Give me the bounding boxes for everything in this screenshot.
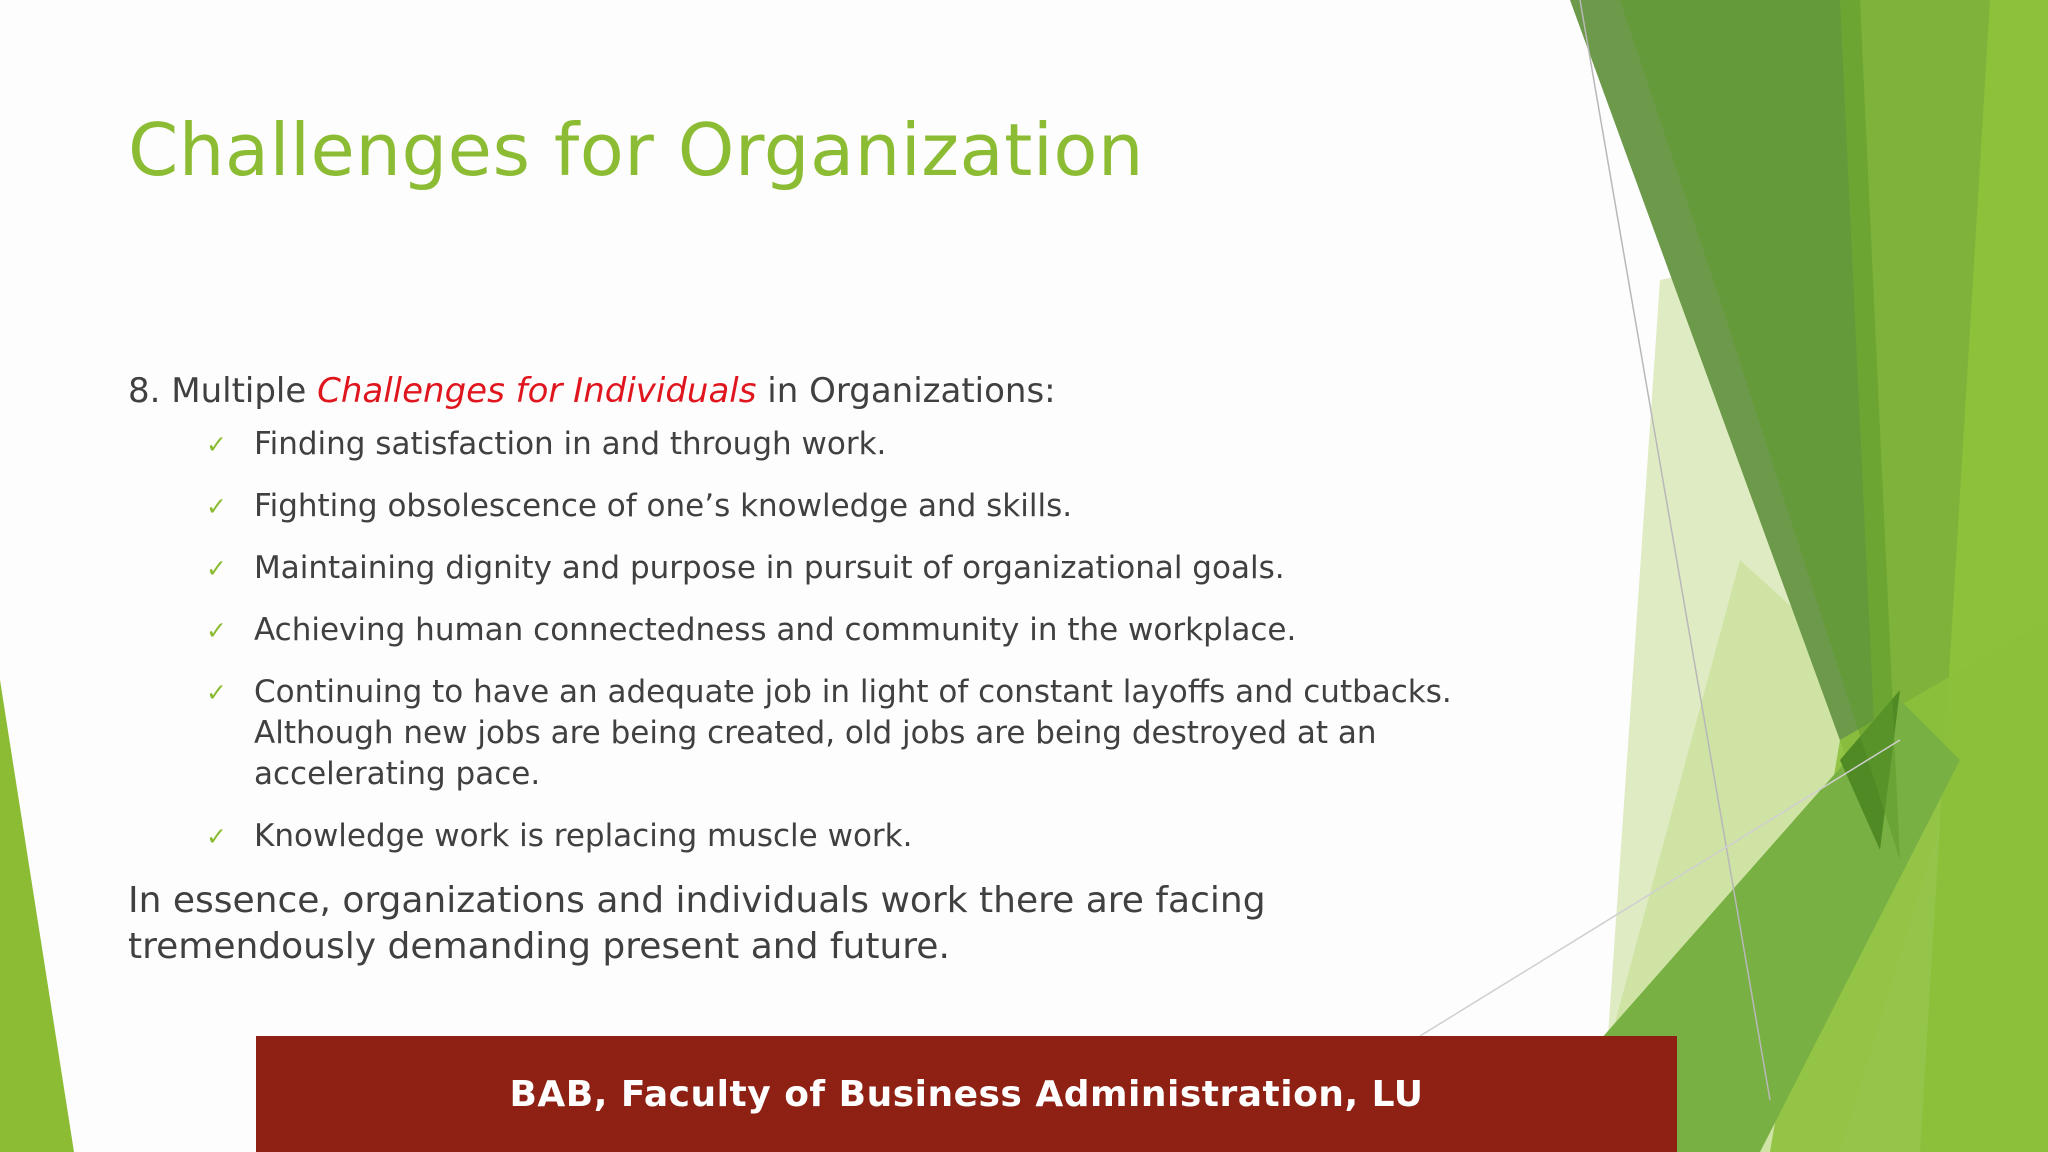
list-item: [206, 610, 1488, 651]
list-item: [206, 816, 1488, 857]
list-item-text: Achieving human connectedness and community in the workplace.: [254, 612, 1297, 648]
list-item: [206, 548, 1488, 589]
list-item-text: Continuing to have an adequate job in light of constant layoffs and cutbacks. Although new jobs are being created, old jobs are being destroyed at an accelerating pace.: [254, 674, 1452, 792]
checkmark-icon: ✓: [206, 430, 227, 459]
checkmark-icon: ✓: [206, 822, 227, 851]
slide-content: [128, 368, 1488, 970]
lead-prefix: 8. Multiple: [128, 371, 318, 411]
lead-suffix: in Organizations:: [756, 371, 1056, 411]
list-item: [206, 486, 1488, 527]
checkmark-icon: ✓: [206, 616, 227, 645]
left-green-shape: [0, 680, 74, 1152]
summary-text: In essence, organizations and individuals work there are facing tremendously demanding present and future.: [128, 880, 1266, 967]
challenge-list: [128, 424, 1488, 857]
list-item-text: Fighting obsolescence of one’s knowledge and skills.: [254, 488, 1073, 524]
footer-text: BAB, Faculty of Business Administration, LU: [509, 1073, 1424, 1115]
lead-highlight: Challenges for Individuals: [317, 371, 757, 411]
checkmark-icon: ✓: [206, 554, 227, 583]
list-item: [206, 672, 1488, 795]
checkmark-icon: ✓: [206, 678, 227, 707]
slide-title: Challenges for Organization: [128, 108, 1145, 192]
list-item-text: Finding satisfaction in and through work.: [254, 426, 887, 462]
list-item-text: Maintaining dignity and purpose in pursuit of organizational goals.: [254, 550, 1285, 586]
footer-bar: [256, 1036, 1677, 1152]
lead-line: [128, 368, 1488, 414]
checkmark-icon: ✓: [206, 492, 227, 521]
list-item-text: Knowledge work is replacing muscle work.: [254, 818, 913, 854]
list-item: [206, 424, 1488, 465]
